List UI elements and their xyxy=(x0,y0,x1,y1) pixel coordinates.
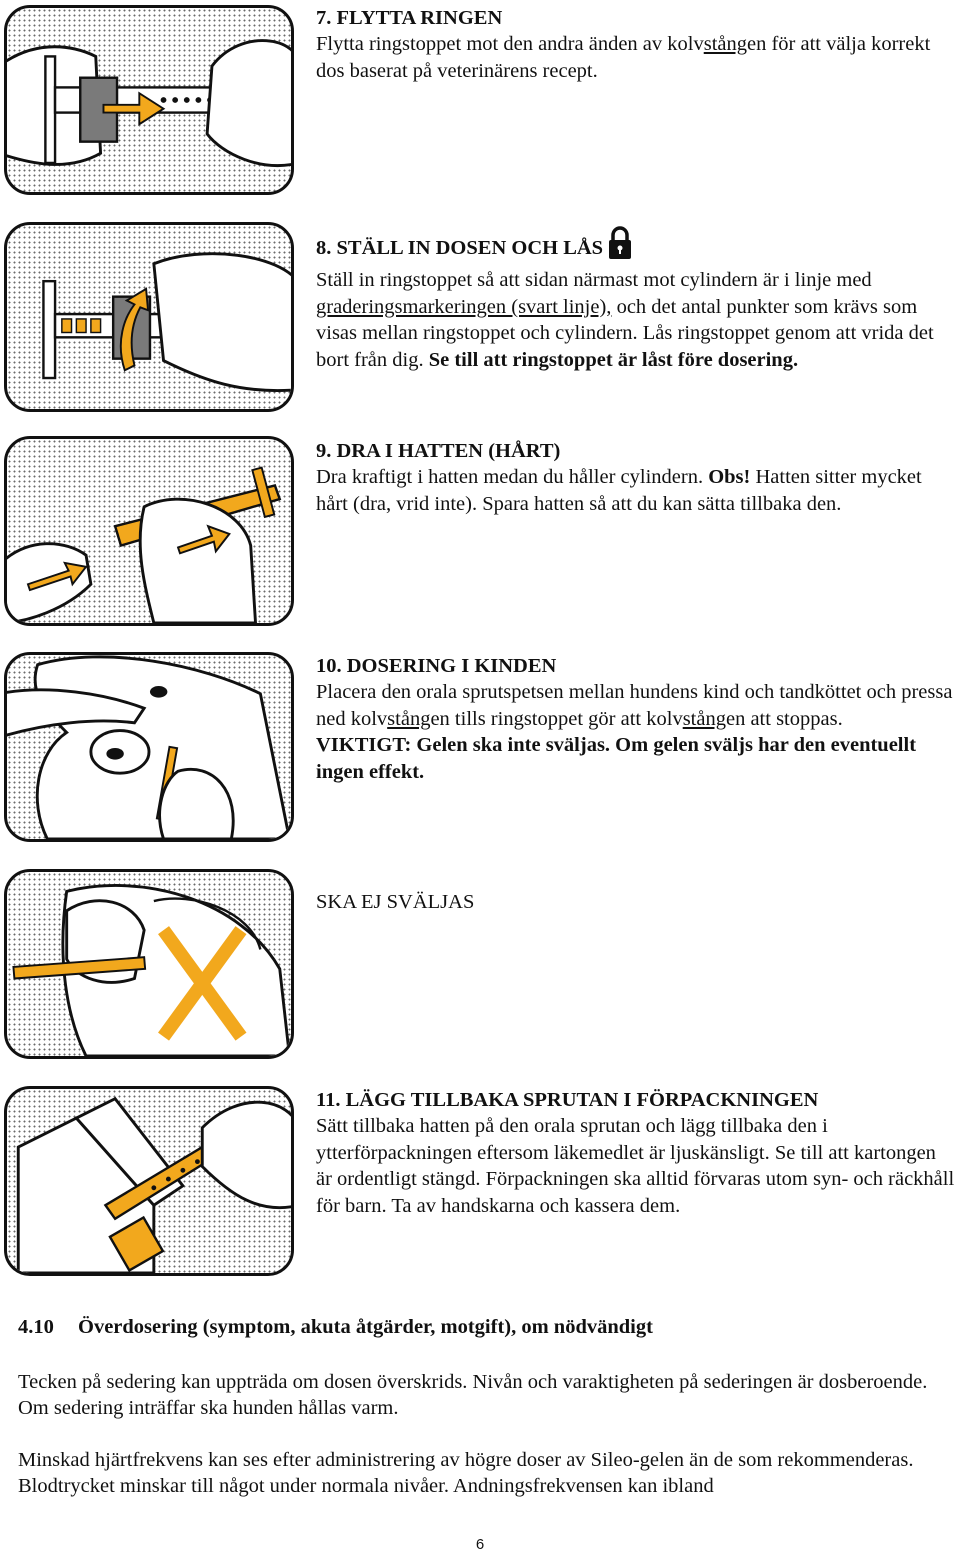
step-title: 7. FLYTTA RINGEN xyxy=(316,7,503,29)
package-drawing xyxy=(7,1089,291,1273)
step-title: 8. STÄLL IN DOSEN OCH LÅS xyxy=(316,226,956,267)
step-11 xyxy=(316,1087,956,1219)
step-text: Flytta ringstoppet mot den andra änden av kolvstången för att välja korrekt dos baserat på veterinärens recept. xyxy=(316,33,931,82)
step-text: Ställ in ringstoppet så att sidan närmast mot cylindern är i linje med graderingsmarkeringen (svart linje), och det antal punkter som krävs som visas mellan ringstoppet och cylindern. Lås ringstoppet genom att vrida det bort från dig. Se till att ringstoppet är låst före dosering. xyxy=(316,269,934,371)
step-10 xyxy=(316,653,956,785)
step-text: Placera den orala sprutspetsen mellan hundens kind och tandköttet och pressa ned kolvstången tills ringstoppet gör att kolvstången att stoppas. xyxy=(316,681,953,730)
step-title: 10. DOSERING I KINDEN xyxy=(316,655,557,677)
syringe-lock-drawing xyxy=(7,225,291,409)
step-title: SKA EJ SVÄLJAS xyxy=(316,891,475,913)
step-do-not-swallow xyxy=(316,889,956,915)
illustration-do-not-swallow xyxy=(4,869,294,1059)
illustration-return-to-package xyxy=(4,1086,294,1276)
paragraph-heart-rate: Minskad hjärtfrekvens kan ses efter administrering av högre doser av Sileo-gelen än de som rekommenderas. Blodtrycket minskar till något under normala nivåer. Andningsfrekvensen kan ibland xyxy=(18,1449,914,1498)
illustration-move-ring xyxy=(4,5,294,195)
step-text: Dra kraftigt i hatten medan du håller cylindern. Obs! Hatten sitter mycket hårt (dra, vrid inte). Spara hatten så att du kan sätta tillbaka den. xyxy=(316,466,922,515)
step-text: Sätt tillbaka hatten på den orala sprutan och lägg tillbaka den i ytterförpackningen eftersom läkemedlet är ljuskänsligt. Se till att kartongen är ordentligt stängd. Förpackningen ska alltid förvaras utom syn- och räckhåll för barn. Ta av handskarna och kassera dem. xyxy=(316,1115,955,1217)
step-warning: VIKTIGT: Gelen ska inte sväljas. Om gelen sväljs har den eventuellt ingen effekt. xyxy=(316,734,917,783)
dog-swallow-cross-drawing xyxy=(7,872,291,1056)
step-9 xyxy=(316,438,956,517)
syringe-ring-arrow-drawing xyxy=(7,8,291,192)
step-title: 9. DRA I HATTEN (HÅRT) xyxy=(316,440,561,462)
section-heading xyxy=(18,1316,653,1339)
illustration-pull-cap xyxy=(4,436,294,626)
lock-icon xyxy=(607,226,633,267)
paragraph-sedation: Tecken på sedering kan uppträda om dosen överskrids. Nivån och varaktigheten på sederingen är dosberoende. Om sedering inträffar ska hunden hållas varm. xyxy=(18,1371,928,1420)
section-number: 4.10 xyxy=(18,1316,54,1338)
illustration-dosing-cheek xyxy=(4,652,294,842)
step-7 xyxy=(316,5,956,84)
dog-dosing-drawing xyxy=(7,655,291,839)
step-8 xyxy=(316,226,956,373)
step-title: 11. LÄGG TILLBAKA SPRUTAN I FÖRPACKNINGEN xyxy=(316,1089,819,1111)
section-title: Överdosering (symptom, akuta åtgärder, motgift), om nödvändigt xyxy=(78,1316,653,1338)
illustration-set-dose-lock xyxy=(4,222,294,412)
pull-cap-drawing xyxy=(7,439,291,623)
page-number: 6 xyxy=(475,1536,485,1553)
